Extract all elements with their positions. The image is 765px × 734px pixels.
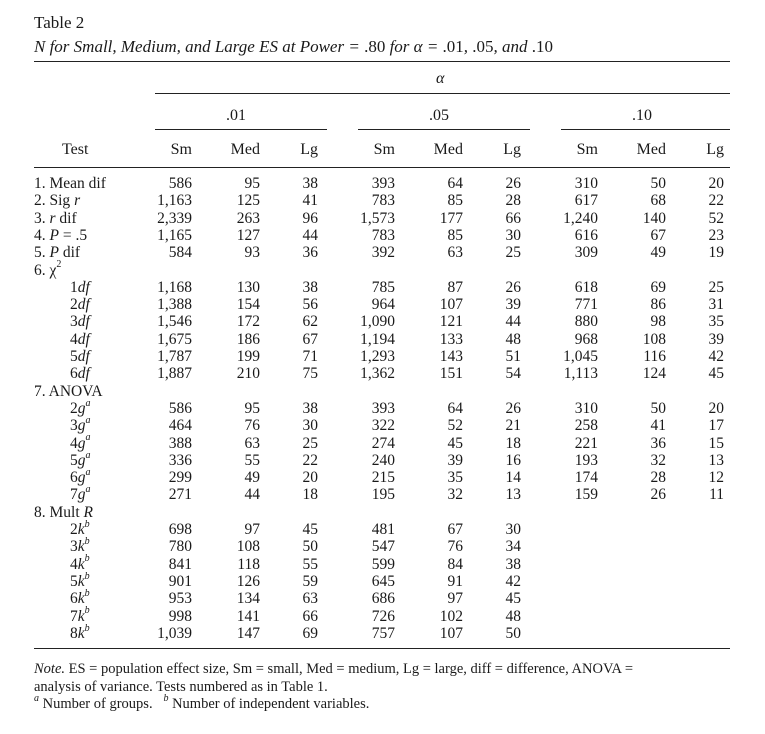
table-cell: 67 bbox=[650, 226, 666, 244]
table-cell: 12 bbox=[708, 469, 724, 487]
table-cell: 783 bbox=[371, 226, 395, 244]
row-label: $4g^a$ bbox=[70, 432, 91, 452]
table-cell: 11 bbox=[709, 486, 724, 504]
table-cell: 23 bbox=[708, 226, 724, 244]
table-cell: 1,546 bbox=[157, 313, 192, 331]
table-cell: 69 bbox=[302, 624, 318, 642]
table-cell: 174 bbox=[574, 469, 598, 487]
table-cell: 49 bbox=[650, 244, 666, 262]
row-label: $2k^b$ bbox=[70, 518, 90, 538]
table-cell: 13 bbox=[505, 486, 521, 504]
table-cell: 62 bbox=[302, 313, 318, 331]
table-cell: 186 bbox=[236, 330, 260, 348]
table-cell: 86 bbox=[650, 296, 666, 314]
row-label: $7k^b$ bbox=[70, 605, 90, 625]
table-cell: 133 bbox=[439, 330, 463, 348]
table-cell: 68 bbox=[650, 192, 666, 210]
table-cell: 97 bbox=[244, 521, 260, 538]
table-cell: 124 bbox=[642, 365, 666, 383]
table-cell: 159 bbox=[574, 486, 598, 504]
table-caption: N for Small, Medium, and Large ES at Power = .80 for α = .01, .05, and .10 bbox=[34, 37, 554, 56]
alpha-group-01: .01 bbox=[226, 107, 246, 124]
table-cell: 964 bbox=[371, 296, 395, 314]
table-row bbox=[0, 348, 765, 365]
table-cell: 1,194 bbox=[360, 330, 395, 348]
table-cell: 193 bbox=[574, 451, 598, 469]
table-cell: 17 bbox=[708, 417, 724, 435]
table-cell: 25 bbox=[302, 434, 318, 452]
row-label: $5g^a$ bbox=[70, 449, 91, 469]
table-cell: 599 bbox=[371, 555, 395, 573]
table-cell: 39 bbox=[447, 451, 463, 469]
table-cell: 785 bbox=[371, 278, 395, 296]
table-cell: 547 bbox=[371, 538, 395, 556]
table-cell: 26 bbox=[650, 486, 666, 504]
table-cell: 1,039 bbox=[157, 624, 192, 642]
table-cell: 31 bbox=[708, 296, 724, 314]
table-cell: 102 bbox=[439, 607, 463, 625]
table-cell: 42 bbox=[708, 348, 724, 365]
table-cell: 35 bbox=[447, 469, 463, 487]
top-rule bbox=[34, 61, 730, 62]
alpha-group-05: .05 bbox=[429, 107, 449, 124]
table-cell: 76 bbox=[244, 417, 260, 435]
table-cell: 52 bbox=[708, 209, 724, 227]
table-cell: 1,165 bbox=[157, 226, 192, 244]
table-cell: 63 bbox=[302, 590, 318, 608]
table-cell: 586 bbox=[168, 399, 192, 417]
note-line-1: Note. ES = population effect size, Sm = small, Med = medium, Lg = large, diff = difference, ANOVA = bbox=[34, 661, 634, 677]
table-row bbox=[0, 432, 765, 452]
table-cell: 130 bbox=[236, 278, 260, 296]
table-cell: 45 bbox=[447, 434, 463, 452]
table-cell: 84 bbox=[447, 555, 463, 573]
table-cell: 71 bbox=[302, 348, 318, 365]
table-cell: 258 bbox=[574, 417, 598, 435]
row-label: $3g^a$ bbox=[70, 415, 91, 435]
row-label: $6k^b$ bbox=[70, 588, 90, 608]
table-row bbox=[0, 296, 765, 313]
table-cell: 32 bbox=[650, 451, 666, 469]
column-header-med: Med bbox=[636, 141, 666, 158]
table-cell: 584 bbox=[168, 244, 192, 262]
table-cell: 85 bbox=[447, 226, 463, 244]
header-rule bbox=[34, 167, 730, 168]
table-cell: 618 bbox=[574, 278, 598, 296]
table-cell: 54 bbox=[505, 365, 521, 383]
table-cell: 50 bbox=[505, 624, 521, 642]
table-cell: 30 bbox=[302, 417, 318, 435]
table-row bbox=[0, 449, 765, 469]
table-cell: 41 bbox=[650, 417, 666, 435]
table-cell: 55 bbox=[302, 555, 318, 573]
table-cell: 13 bbox=[708, 451, 724, 469]
table-cell: 18 bbox=[302, 486, 318, 504]
row-label: $5k^b$ bbox=[70, 570, 90, 590]
row-label: 2df bbox=[70, 296, 90, 314]
table-row bbox=[0, 365, 765, 382]
table-cell: 50 bbox=[650, 399, 666, 417]
table-cell: 195 bbox=[371, 486, 395, 504]
row-label: 1df bbox=[70, 278, 90, 296]
table-cell: 39 bbox=[708, 330, 724, 348]
table-cell: 96 bbox=[302, 209, 318, 227]
table-cell: 841 bbox=[168, 555, 192, 573]
table-cell: 67 bbox=[447, 521, 463, 538]
column-header-med: Med bbox=[433, 141, 463, 158]
table-cell: 55 bbox=[244, 451, 260, 469]
row-label: 4df bbox=[70, 330, 90, 348]
table-cell: 177 bbox=[439, 209, 463, 227]
table-cell: 25 bbox=[505, 244, 521, 262]
table-row bbox=[0, 279, 765, 296]
table-cell: 210 bbox=[236, 365, 260, 383]
table-cell: 36 bbox=[650, 434, 666, 452]
table-cell: 968 bbox=[574, 330, 598, 348]
row-label: 1. Mean dif bbox=[34, 175, 106, 192]
table-cell: 240 bbox=[371, 451, 395, 469]
table-cell: 38 bbox=[302, 175, 318, 192]
table-cell: 66 bbox=[302, 607, 318, 625]
table-cell: 1,045 bbox=[563, 348, 598, 365]
table-row bbox=[0, 331, 765, 348]
table-row bbox=[0, 466, 765, 487]
table-cell: 1,388 bbox=[157, 296, 192, 314]
table-cell: 154 bbox=[236, 296, 260, 314]
table-cell: 336 bbox=[168, 451, 192, 469]
table-cell: 38 bbox=[505, 555, 521, 573]
table-row bbox=[0, 518, 765, 538]
table-cell: 95 bbox=[244, 175, 260, 192]
table-cell: 30 bbox=[505, 226, 521, 244]
table-cell: 41 bbox=[302, 192, 318, 210]
table-cell: 393 bbox=[371, 175, 395, 192]
table-cell: 322 bbox=[371, 417, 395, 435]
table-row bbox=[0, 313, 765, 330]
table-cell: 151 bbox=[439, 365, 463, 383]
table-cell: 140 bbox=[642, 209, 666, 227]
table-cell: 199 bbox=[236, 348, 260, 365]
column-header-lg: Lg bbox=[503, 141, 521, 158]
table-row bbox=[0, 622, 765, 642]
row-label: 3. r dif bbox=[34, 209, 77, 227]
table-label: Table 2 bbox=[34, 13, 85, 32]
table-cell: 69 bbox=[650, 278, 666, 296]
column-header-lg: Lg bbox=[706, 141, 724, 158]
table-cell: 26 bbox=[505, 399, 521, 417]
table-cell: 299 bbox=[168, 469, 192, 487]
table-cell: 20 bbox=[708, 175, 724, 192]
table-cell: 85 bbox=[447, 192, 463, 210]
row-label: $6g^a$ bbox=[70, 466, 91, 487]
table-cell: 953 bbox=[168, 590, 192, 608]
row-label: 5df bbox=[70, 348, 90, 365]
table-row bbox=[0, 504, 765, 521]
table-cell: 20 bbox=[708, 399, 724, 417]
row-label: 4. P = .5 bbox=[34, 226, 88, 244]
table-cell: 464 bbox=[168, 417, 192, 435]
row-label: $2g^a$ bbox=[70, 397, 91, 417]
table-row bbox=[0, 486, 765, 503]
table-cell: 783 bbox=[371, 192, 395, 210]
table-cell: 107 bbox=[439, 296, 463, 314]
table-cell: 726 bbox=[371, 607, 395, 625]
table-cell: 108 bbox=[642, 330, 666, 348]
row-label: $3k^b$ bbox=[70, 536, 90, 556]
table-row bbox=[0, 192, 765, 209]
group-rule-05 bbox=[358, 129, 530, 130]
note-line-2: analysis of variance. Tests numbered as in Table 1. bbox=[34, 679, 328, 695]
table-cell: 35 bbox=[708, 313, 724, 331]
table-cell: 107 bbox=[439, 624, 463, 642]
table-cell: 1,163 bbox=[157, 192, 192, 210]
table-cell: 901 bbox=[168, 572, 192, 590]
table-cell: 309 bbox=[574, 244, 598, 262]
row-label: 5. P dif bbox=[34, 244, 81, 262]
table-cell: 63 bbox=[244, 434, 260, 452]
row-label: $7g^a$ bbox=[70, 484, 91, 504]
table-row bbox=[0, 175, 765, 192]
row-label: 6. $\chi^2$ bbox=[34, 259, 62, 279]
table-cell: 28 bbox=[650, 469, 666, 487]
table-cell: 50 bbox=[650, 175, 666, 192]
table-cell: 26 bbox=[505, 175, 521, 192]
table-cell: 1,168 bbox=[157, 278, 192, 296]
table-cell: 15 bbox=[708, 434, 724, 452]
table-cell: 52 bbox=[447, 417, 463, 435]
row-label: $8k^b$ bbox=[70, 622, 90, 642]
table-cell: 45 bbox=[505, 590, 521, 608]
table-cell: 392 bbox=[371, 244, 395, 262]
table-cell: 30 bbox=[505, 521, 521, 538]
table-cell: 274 bbox=[371, 434, 395, 452]
table-cell: 87 bbox=[447, 278, 463, 296]
table-cell: 116 bbox=[643, 348, 666, 365]
row-label: 7. ANOVA bbox=[34, 382, 103, 400]
table-row bbox=[0, 244, 765, 261]
table-cell: 998 bbox=[168, 607, 192, 625]
table-cell: 19 bbox=[708, 244, 724, 262]
row-label: $4k^b$ bbox=[70, 553, 90, 573]
alpha-group-10: .10 bbox=[632, 107, 652, 124]
table-cell: 121 bbox=[439, 313, 463, 331]
row-label: 2. Sig r bbox=[34, 192, 81, 210]
table-cell: 59 bbox=[302, 572, 318, 590]
table-cell: 1,113 bbox=[563, 365, 598, 383]
column-header-sm: Sm bbox=[373, 141, 395, 158]
table-cell: 48 bbox=[505, 607, 521, 625]
table-cell: 134 bbox=[236, 590, 260, 608]
alpha-header: α bbox=[436, 70, 445, 87]
table-cell: 42 bbox=[505, 572, 521, 590]
table-cell: 1,293 bbox=[360, 348, 395, 365]
group-rule-01 bbox=[155, 129, 327, 130]
table-cell: 97 bbox=[447, 590, 463, 608]
table-cell: 310 bbox=[574, 399, 598, 417]
column-header-lg: Lg bbox=[300, 141, 318, 158]
table-row bbox=[0, 553, 765, 573]
table-cell: 39 bbox=[505, 296, 521, 314]
table-cell: 45 bbox=[708, 365, 724, 383]
table-cell: 45 bbox=[302, 521, 318, 538]
table-cell: 16 bbox=[505, 451, 521, 469]
table-cell: 1,787 bbox=[157, 348, 192, 365]
table-cell: 66 bbox=[505, 209, 521, 227]
row-label: 8. Mult R bbox=[34, 503, 93, 521]
table-cell: 616 bbox=[574, 226, 598, 244]
table-cell: 125 bbox=[236, 192, 260, 210]
table-cell: 771 bbox=[574, 296, 598, 314]
column-header-sm: Sm bbox=[576, 141, 598, 158]
table-cell: 76 bbox=[447, 538, 463, 556]
table-cell: 780 bbox=[168, 538, 192, 556]
table-cell: 26 bbox=[505, 278, 521, 296]
table-cell: 50 bbox=[302, 538, 318, 556]
table-cell: 1,240 bbox=[563, 209, 598, 227]
column-header-med: Med bbox=[230, 141, 260, 158]
bottom-rule bbox=[34, 648, 730, 649]
table-row bbox=[0, 259, 765, 279]
table-row bbox=[0, 417, 765, 434]
table-cell: 44 bbox=[302, 226, 318, 244]
table-cell: 880 bbox=[574, 313, 598, 331]
table-cell: 25 bbox=[708, 278, 724, 296]
table-row bbox=[0, 605, 765, 625]
table-row bbox=[0, 570, 765, 590]
table-cell: 172 bbox=[236, 313, 260, 331]
table-cell: 20 bbox=[302, 469, 318, 487]
table-cell: 686 bbox=[371, 590, 395, 608]
table-cell: 93 bbox=[244, 244, 260, 262]
table-cell: 98 bbox=[650, 313, 666, 331]
table-cell: 44 bbox=[505, 313, 521, 331]
table-cell: 271 bbox=[168, 486, 192, 504]
test-column-header: Test bbox=[62, 141, 89, 158]
table-cell: 22 bbox=[708, 192, 724, 210]
table-cell: 1,887 bbox=[157, 365, 192, 383]
table-row bbox=[0, 383, 765, 400]
table-cell: 215 bbox=[371, 469, 395, 487]
table-cell: 48 bbox=[505, 330, 521, 348]
table-cell: 617 bbox=[574, 192, 598, 210]
table-cell: 263 bbox=[236, 209, 260, 227]
table-cell: 14 bbox=[505, 469, 521, 487]
table-cell: 108 bbox=[236, 538, 260, 556]
table-cell: 38 bbox=[302, 399, 318, 417]
table-cell: 44 bbox=[244, 486, 260, 504]
table-cell: 143 bbox=[439, 348, 463, 365]
table-cell: 147 bbox=[236, 624, 260, 642]
column-header-sm: Sm bbox=[170, 141, 192, 158]
table-cell: 127 bbox=[236, 226, 260, 244]
group-rule-10 bbox=[561, 129, 730, 130]
table-cell: 34 bbox=[505, 538, 521, 556]
table-cell: 18 bbox=[505, 434, 521, 452]
table-cell: 22 bbox=[302, 451, 318, 469]
alpha-rule bbox=[155, 93, 730, 94]
table-row bbox=[0, 397, 765, 417]
table-cell: 126 bbox=[236, 572, 260, 590]
table-cell: 21 bbox=[505, 417, 521, 435]
note-line-3: $^a$ Number of groups. $^b$ Number of independent variables. bbox=[34, 693, 370, 712]
table-cell: 221 bbox=[574, 434, 598, 452]
table-cell: 91 bbox=[447, 572, 463, 590]
table-cell: 310 bbox=[574, 175, 598, 192]
table-cell: 38 bbox=[302, 278, 318, 296]
table-cell: 95 bbox=[244, 399, 260, 417]
table-cell: 388 bbox=[168, 434, 192, 452]
table-row bbox=[0, 538, 765, 555]
table-cell: 64 bbox=[447, 399, 463, 417]
table-cell: 2,339 bbox=[157, 209, 192, 227]
table-cell: 56 bbox=[302, 296, 318, 314]
row-label: 6df bbox=[70, 365, 90, 383]
table-cell: 1,675 bbox=[157, 330, 192, 348]
table-cell: 586 bbox=[168, 175, 192, 192]
table-cell: 141 bbox=[236, 607, 260, 625]
table-cell: 51 bbox=[505, 348, 521, 365]
table-cell: 32 bbox=[447, 486, 463, 504]
table-cell: 63 bbox=[447, 244, 463, 262]
table-cell: 645 bbox=[371, 572, 395, 590]
table-cell: 49 bbox=[244, 469, 260, 487]
table-cell: 757 bbox=[371, 624, 395, 642]
table-cell: 481 bbox=[371, 521, 395, 538]
table-cell: 698 bbox=[168, 521, 192, 538]
row-label: 3df bbox=[70, 313, 90, 331]
table-cell: 64 bbox=[447, 175, 463, 192]
table-cell: 1,573 bbox=[360, 209, 395, 227]
table-cell: 393 bbox=[371, 399, 395, 417]
table-cell: 36 bbox=[302, 244, 318, 262]
table-row bbox=[0, 590, 765, 607]
table-cell: 67 bbox=[302, 330, 318, 348]
table-cell: 1,362 bbox=[360, 365, 395, 383]
table-cell: 118 bbox=[237, 555, 260, 573]
table-cell: 75 bbox=[302, 365, 318, 383]
table-cell: 28 bbox=[505, 192, 521, 210]
table-row bbox=[0, 210, 765, 227]
table-row bbox=[0, 227, 765, 244]
table-cell: 1,090 bbox=[360, 313, 395, 331]
